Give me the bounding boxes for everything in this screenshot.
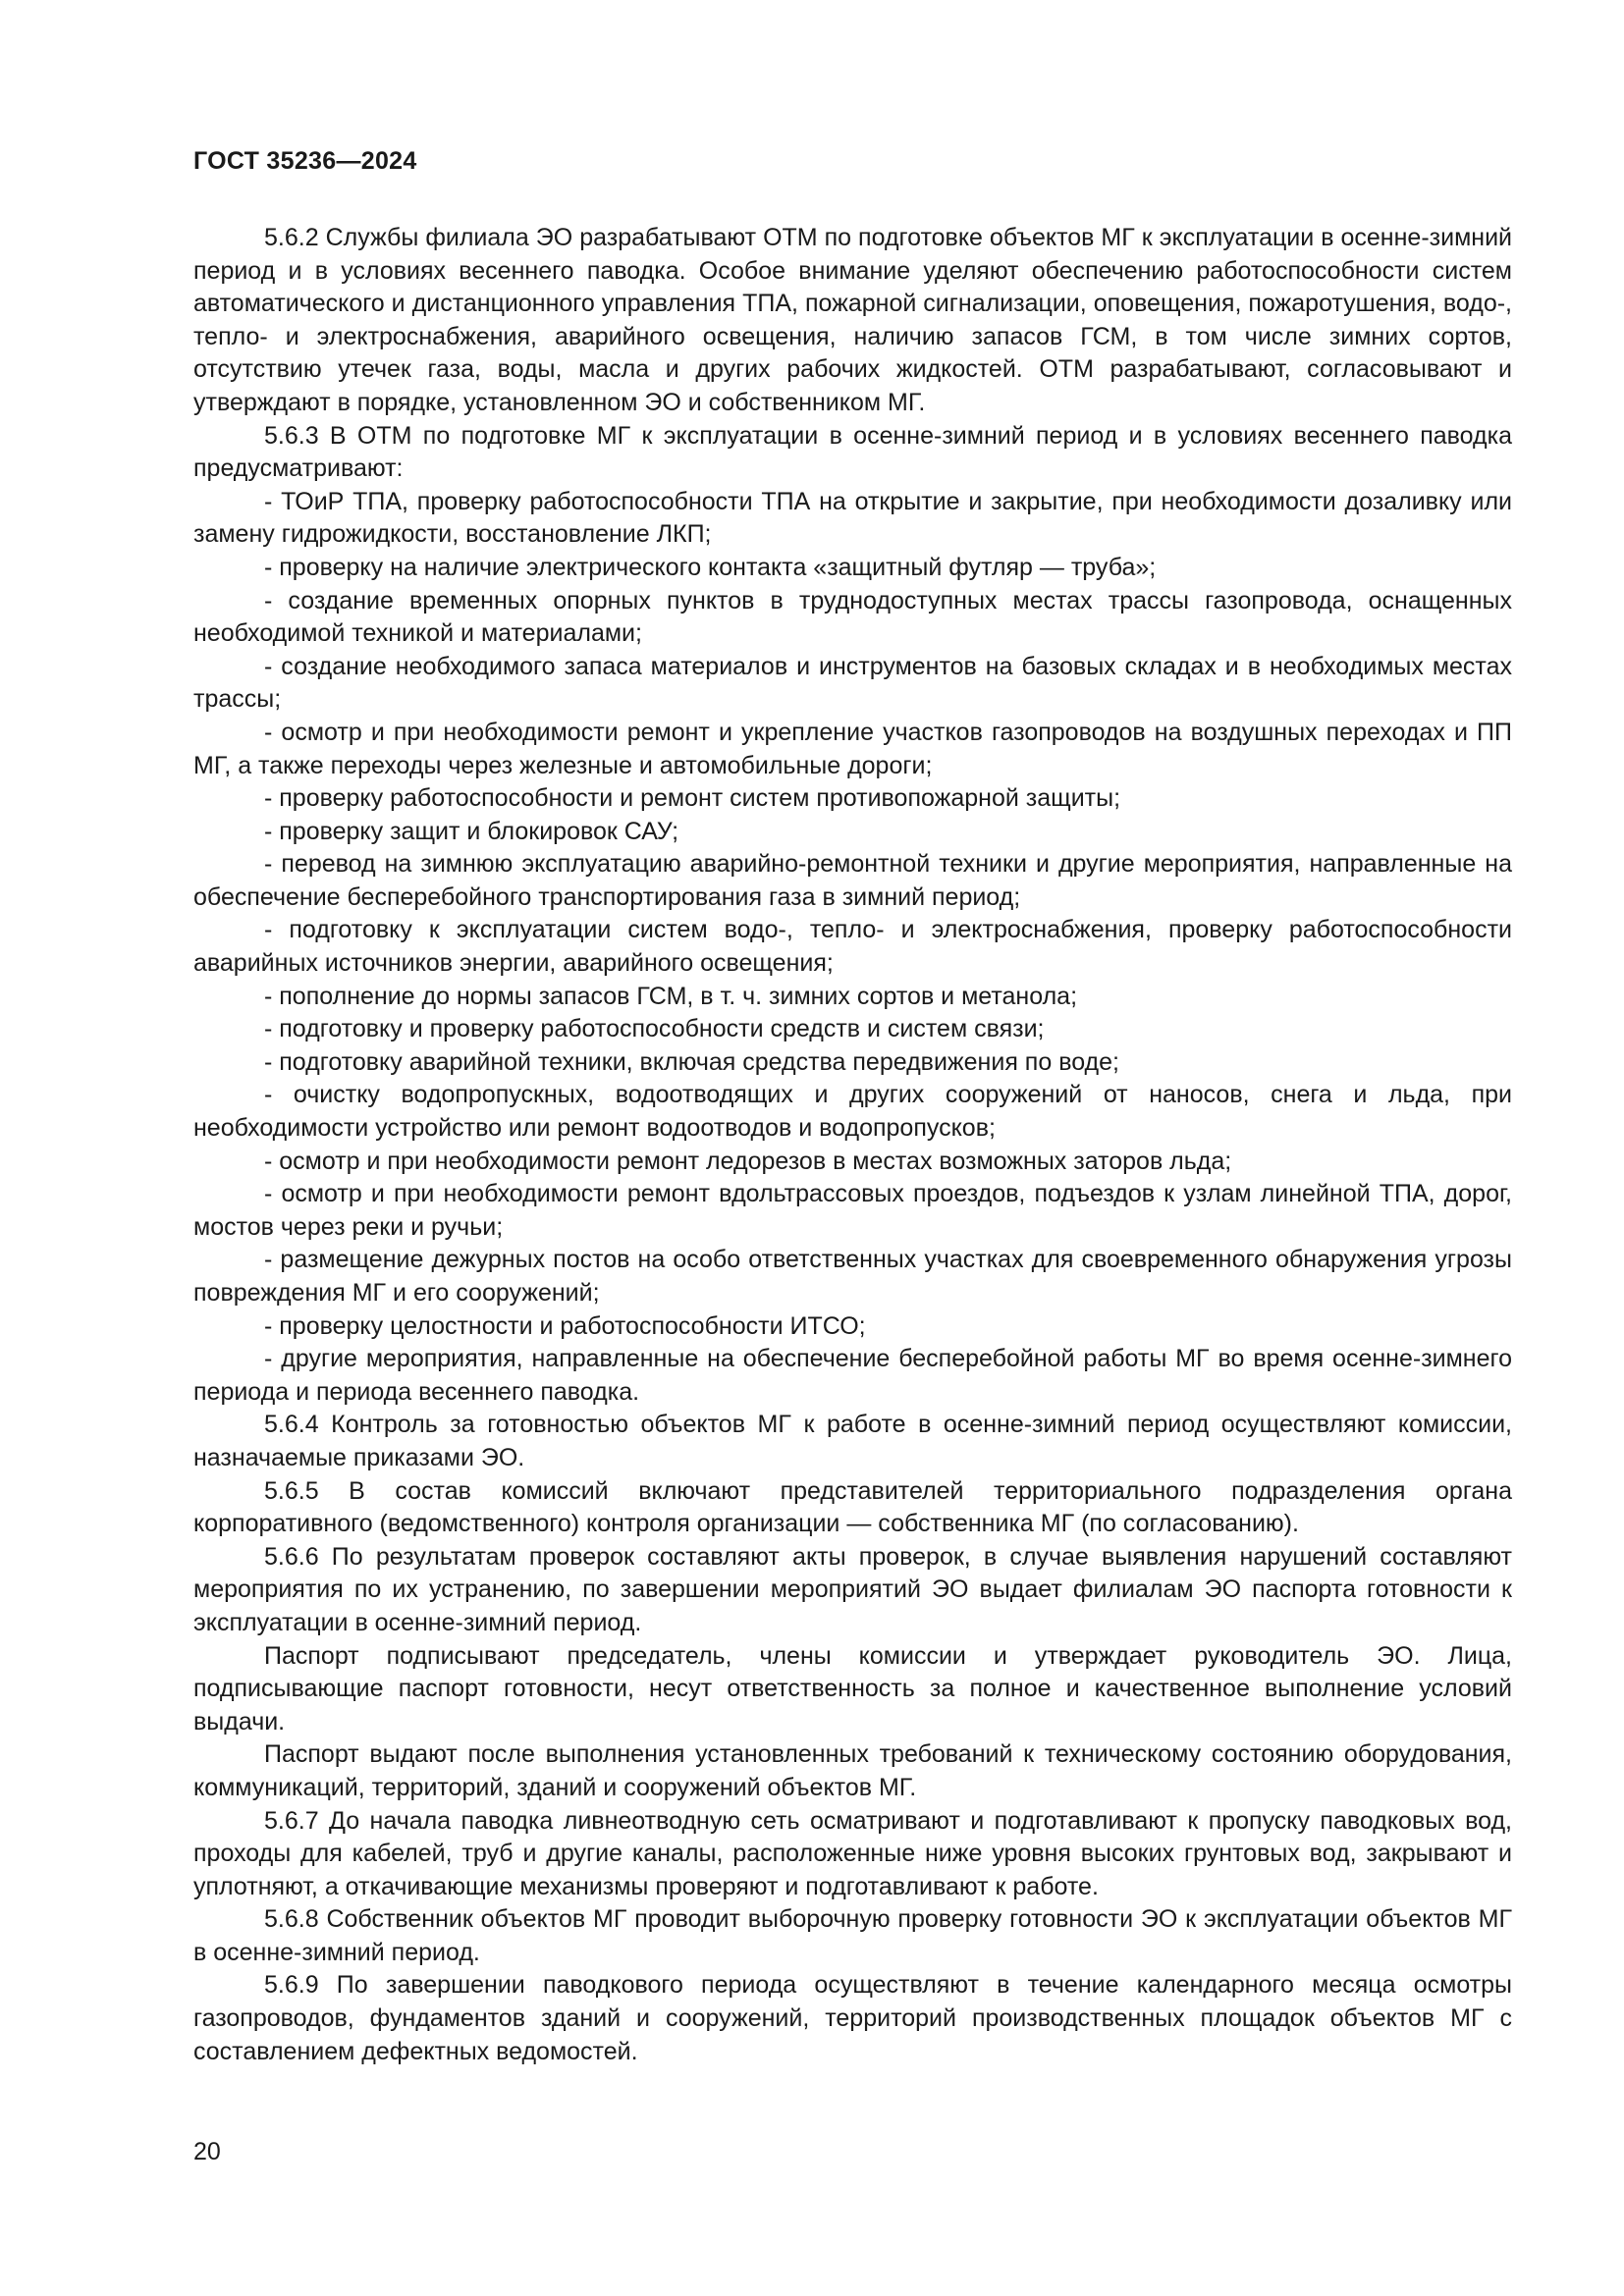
list-item: - проверку работоспособности и ремонт систем противопожарной защиты; bbox=[264, 784, 1121, 813]
list-item: - осмотр и при необходимости ремонт вдольтрассовых проездов, подъездов к узлам линейной ТПА, дорог, мостов через реки и ручьи; bbox=[193, 1180, 1512, 1241]
paragraph: 5.6.4 Контроль за готовностью объектов МГ к работе в осенне-зимний период осуществляют комиссии, назначаемые приказами ЭО. bbox=[193, 1411, 1512, 1471]
paragraph: 5.6.7 До начала паводка ливнеотводную сеть осматривают и подготавливают к пропуску паводковых вод, проходы для кабелей, труб и другие каналы, расположенные ниже уровня высоких грунтовых вод, закрывают и уплотняют, а откачивающие механизмы проверяют и подготавливают к работе. bbox=[193, 1806, 1512, 1900]
list-item: - подготовку к эксплуатации систем водо-, тепло- и электроснабжения, проверку работоспособности аварийных источников энергии, аварийного освещения; bbox=[193, 916, 1512, 978]
paragraph: 5.6.3 В ОТМ по подготовке МГ к эксплуатации в осенне-зимний период и в условиях весеннего паводка предусматривают: bbox=[193, 421, 1512, 483]
paragraph: Паспорт подписывают председатель, члены комиссии и утверждает руководитель ЭО. Лица, подписывающие паспорт готовности, несут ответственность за полное и качественное выполнение условий выдачи. bbox=[193, 1641, 1512, 1735]
list-item: - осмотр и при необходимости ремонт ледорезов в местах возможных заторов льда; bbox=[264, 1147, 1232, 1175]
list-item: - перевод на зимнюю эксплуатацию аварийно-ремонтной техники и другие мероприятия, направленные на обеспечение бесперебойного транспортирования газа в зимний период; bbox=[193, 850, 1512, 911]
paragraph: Паспорт выдают после выполнения установленных требований к техническому состоянию оборудования, коммуникаций, территорий, зданий и сооружений объектов МГ. bbox=[193, 1740, 1512, 1801]
document-header: ГОСТ 35236—2024 bbox=[193, 147, 417, 175]
paragraph: 5.6.5 В состав комиссий включают представителей территориального подразделения органа корпоративного (ведомственного) контроля организации — собственника МГ (по согласованию). bbox=[193, 1476, 1512, 1538]
paragraph: 5.6.6 По результатам проверок составляют акты проверок, в случае выявления нарушений составляют мероприятия по их устранению, по завершении мероприятий ЭО выдает филиалам ЭО паспорта готовности к эксплуатации в осенне-зимний период. bbox=[193, 1542, 1512, 1636]
list-item: - создание временных опорных пунктов в труднодоступных местах трассы газопровода, оснащенных необходимой техникой и материалами; bbox=[193, 586, 1512, 648]
list-item: - размещение дежурных постов на особо ответственных участках для своевременного обнаружения угрозы повреждения МГ и его сооружений; bbox=[193, 1246, 1512, 1307]
list-item: - проверку на наличие электрического контакта «защитный футляр — труба»; bbox=[264, 553, 1157, 581]
list-item: - другие мероприятия, направленные на обеспечение бесперебойной работы МГ во время осенне-зимнего периода и периода весеннего паводка. bbox=[193, 1345, 1512, 1406]
list-item: - подготовку аварийной техники, включая средства передвижения по воде; bbox=[264, 1047, 1119, 1076]
paragraph: 5.6.9 По завершении паводкового периода осуществляют в течение календарного месяца осмотры газопроводов, фундаментов зданий и сооружений, территорий производственных площадок объектов МГ с составлением дефектных ведомостей. bbox=[193, 1971, 1512, 2065]
list-item: - ТОиР ТПА, проверку работоспособности ТПА на открытие и закрытие, при необходимости дозаливку или замену гидрожидкости, восстановление ЛКП; bbox=[193, 487, 1512, 549]
list-item: - проверку целостности и работоспособности ИТСО; bbox=[264, 1311, 866, 1340]
list-item: - пополнение до нормы запасов ГСМ, в т. ч. зимних сортов и метанола; bbox=[264, 982, 1078, 1010]
list-item: - проверку защит и блокировок САУ; bbox=[264, 817, 679, 845]
list-item: - очистку водопропускных, водоотводящих и других сооружений от наносов, снега и льда, при необходимости устройство или ремонт водоотводов и водопропусков; bbox=[193, 1081, 1512, 1143]
paragraph: 5.6.2 Службы филиала ЭО разрабатывают ОТМ по подготовке объектов МГ к эксплуатации в осенне-зимний период и в условиях весеннего паводка. Особое внимание уделяют обеспечению работоспособности систем автоматического и дистанционного управления ТПА, пожарной сигнализации, оповещения, пожаротушения, водо-, тепло- и электроснабжения, аварийного освещения, наличию запасов ГСМ, в том числе зимних сортов, отсутствию утечек газа, воды, масла и других рабочих жидкостей. ОТМ разрабатывают, согласовывают и утверждают в порядке, установленном ЭО и собственником МГ. bbox=[193, 224, 1512, 416]
paragraph: 5.6.8 Собственник объектов МГ проводит выборочную проверку готовности ЭО к эксплуатации объектов МГ в осенне-зимний период. bbox=[193, 1905, 1512, 1966]
document-body bbox=[193, 222, 1512, 2068]
list-item: - подготовку и проверку работоспособности средств и систем связи; bbox=[264, 1015, 1045, 1043]
list-item: - создание необходимого запаса материалов и инструментов на базовых складах и в необходимых местах трассы; bbox=[193, 652, 1512, 714]
page-number: 20 bbox=[193, 2138, 221, 2165]
list-item: - осмотр и при необходимости ремонт и укрепление участков газопроводов на воздушных переходах и ПП МГ, а также переходы через железные и автомобильные дороги; bbox=[193, 718, 1512, 779]
